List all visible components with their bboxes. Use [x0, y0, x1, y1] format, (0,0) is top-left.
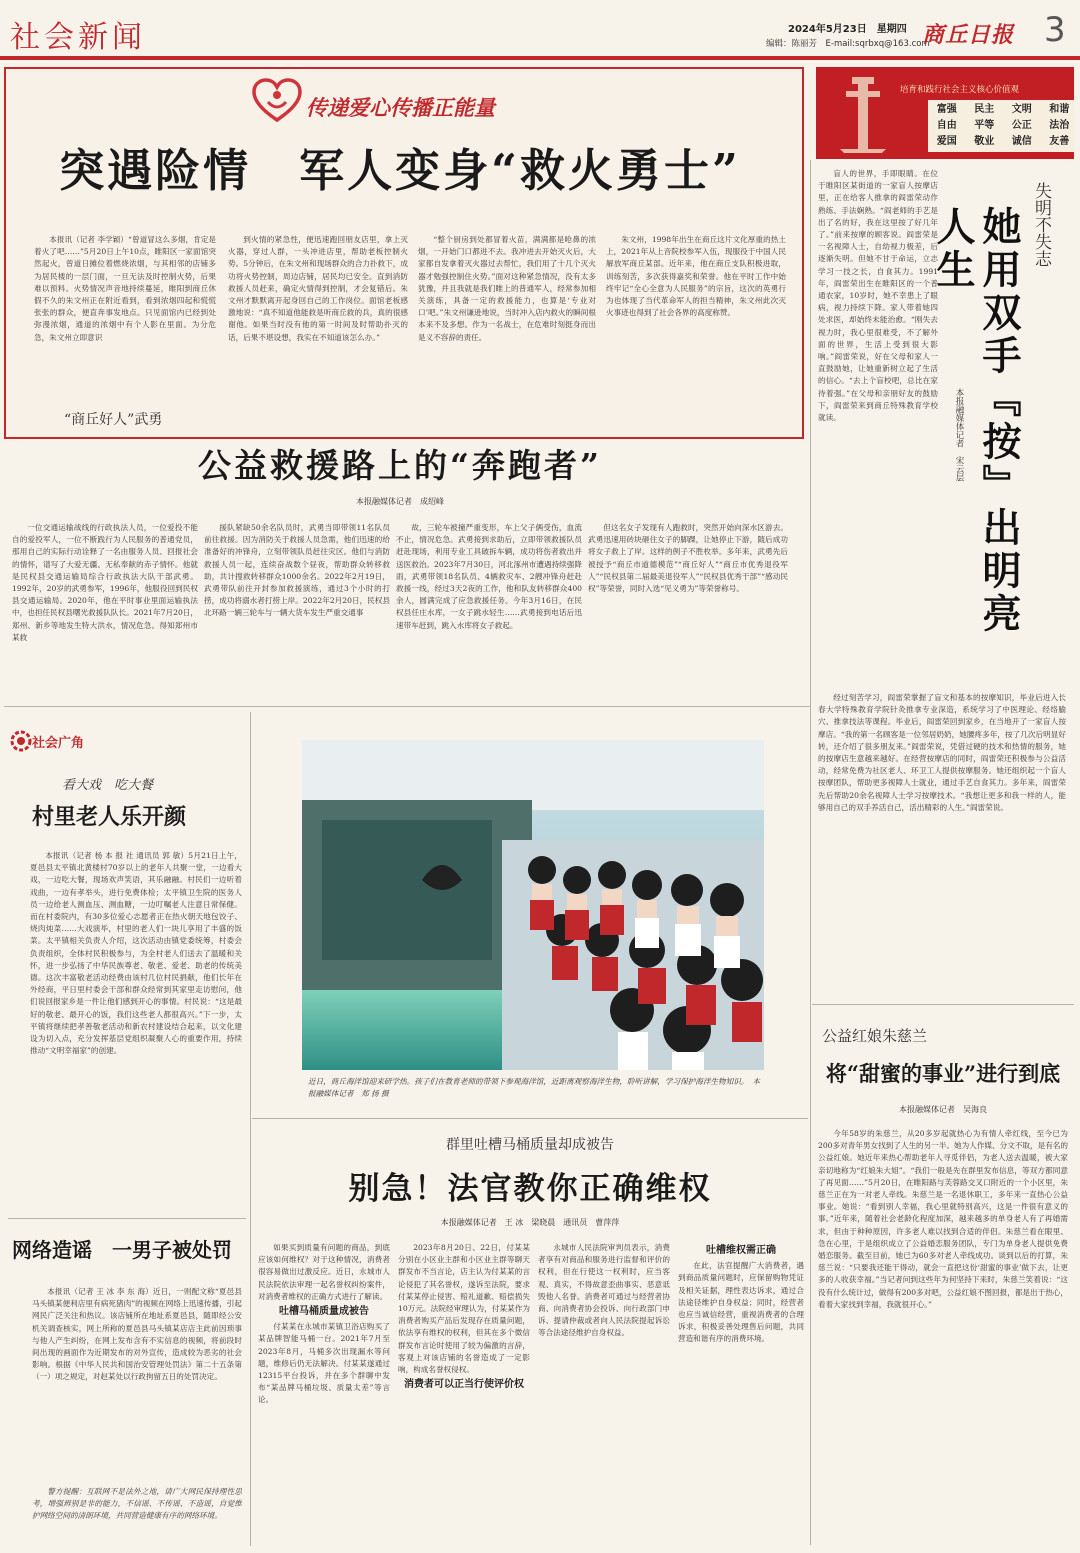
zhu-text: 今年58岁的朱慈兰，从20多岁起就热心为有情人牵红线，至今已为200多对青年男女找到了人生的另一半。她为人作媒、分文不取，是有名的公益红娘。她近年来热心帮助老年人寻觅伴侣，为老人送去温暖，被大家亲切地称为“红娘朱大姐”。“我们一般是先在群里发布信息，等双方都同意了再见面……”5月20日，在睢阳路与芙蓉路交叉口附近的一个小区里，朱慈兰正在为一对老人牵线。朱慈兰是一名退休职工，多年来一直热心公益事业。她说：“看到别人幸福，我心里就特别高兴，这是一件很有意义的事。”近年来，随着社会老龄化程度加深，越来越多的单身老人有了再婚需求，但由于种种原因，许多老人难以找到合适的伴侣。朱慈兰看在眼里、急在心里，于是组织成立了公益婚恋服务团队，专门为单身老人提供免费婚恋服务。截至目前，她已为60多对老人牵线成功。谈到以后的打算，朱慈兰说：“只要我还能干得动，就会一直把这份‘甜蜜的事业’做下去，让更多的人收获幸福。”当记者问到这些年为何坚持下来时，朱慈兰笑着说：“这没有什么统计过，做得有200多对吧，公益红娘不图回报，都是出于热心，看着大家找到幸福，我就很开心。” [818, 1129, 1068, 1309]
village-kicker: 看大戏 吃大餐 [62, 778, 154, 793]
village-headline: 村里老人乐开颜 [32, 804, 187, 830]
wuyong-col-4: 但这名女子发现有人跑救时，突然开始向深水区游去。武勇迅速用砖块砸住女子的脚踝，让她停止下游，随后成功将女子救上了岸。这样的例子不胜枚举。多年来，武勇先后被授予“商丘市道德模范”“商丘好人”“商丘市优秀退役军人”“民权县第二届最美退役军人”“民权县优秀干部”“感动民权”等荣誉，同时入选“见义勇为”等荣誉称号。 [588, 523, 788, 594]
consumer-col-1: 如果买到质量有问题的商品，到底应该如何维权？对于这种情况，消费者很容易做出过激反应。近日，永城市人民法院依法审理一起名誉权纠纷案件，对消费者维权的正确方式进行了解读。 吐槽马桶质量成被告 付某某在永城市某镇卫浴店购买了某品牌智能马桶一台。2021年7月至2023年8月，马桶多次出现漏水等问题，维修后仍无法解决。付某某遂通过12315平台投诉，并在多个群聊中发布“某品牌马桶垃圾、质量太差”等言论。 [258, 1243, 390, 1405]
village-text: 本报讯（记者 杨 本 报 社 通讯员 郭 敏）5月21日上午，夏邑县太平镇北黄楼村70岁以上的老年人共聚一堂，一边看大戏，一边吃大餐，现场欢声笑语，其乐融融。村民们一边听着戏曲，一边有孝举头，进行免费体检；太平镇卫生院的医务人员一边给老人测血压、测血糖，一边叮嘱老人注意日常保健。而在村委院内，有30多位爱心志愿者正在热火朝天地包饺子、烧肉炖菜……大戏演毕，村里的老人们一块儿享用了丰盛的饭菜。太平镇相关负责人介绍，这次活动由镇党委统筹，村委会负责组织，全体村民积极参与，为全村老人们送去了温暖和关怀，进一步弘扬了中华民族尊老、敬老、爱老、助老的传统美德。这次丰富敬老活动经费由该村几位村民捐献，他们长年在外经商，平日里村委会干部和群众经常到其家里走访慰问，他们说回报家乡是一件让他们感到开心的事情。村民说：“这是最好的敬老、最开心的饭，我们这些老人都很高兴。”下一步，太平镇将继续把孝善敬老活动和新农村建设结合起来，以文化建设为切入点，充分发挥基层党组织凝聚人心的重要作用，持续推动“文明幸福家”的创建。 [30, 851, 242, 1056]
aquarium-photo [302, 740, 764, 1070]
page-number: 3 [1044, 10, 1066, 50]
heart-icon [252, 78, 302, 124]
blind-headline: 她用双手『按』出明亮人生 [930, 206, 1022, 636]
rumor-text: 本报讯（记者 王 冰 李 东 海）近日，一则配文称“夏邑县马头镇某便利店里有病死猪肉”的视频在网络上迅速传播，引起网民广泛关注和热议。该店铺所在地址系夏邑县，随即经公安机关调查核实，网上所称的夏邑县马头镇某店店主此前因琐事与他人产生纠纷，在网上发布含有不实信息的视频，将前段时间出现的画面作为近期发布的对外宣传，造成较为恶劣的社会影响。根据《中华人民共和国治安管理处罚法》第二十五条第（一）项之规定，对赵某处以行政拘留五日的处罚决定。 [32, 1287, 242, 1382]
consumer-kicker: 群里吐槽马桶质量却成被告 [446, 1137, 614, 1153]
wuyong-col-2: 援队紧缺50余名队员时，武勇当即带领11名队员前往救援。因为消防关于救援人员急需，他们迅速的给准备好的冲锋舟，立刻带领队员赶往灾区。他们与消防救援人员一起，连续奋战数个昼夜，帮助群众转移救助，共计搜救转移群众1000余名。2022年2月19日，武勇带队前往开封参加救援演练，通过3个小时的打捞，成功将溺水者打捞上岸。2022年2月20日，民权县北环路一辆三轮车与一辆大货车发生严重交通事 [204, 523, 390, 618]
blind-col-2: 经过刻苦学习，阎雷荣掌握了盲文和基本的按摩知识，毕业后进入长春大学特殊教育学院针灸推拿专业深造，系统学习了中医理论、经络腧穴、推拿技法等课程。毕业后，阎雷荣回到家乡，在当地开了一家盲人按摩店。“我的第一名顾客是一位邻居奶奶，她腰疼多年，按了几次后明显好转，还介绍了很多朋友来。”阎雷荣说，凭借过硬的技术和热情的服务，她的按摩店生意越来越好。在经营按摩店的同时，阎雷荣还积极参与公益活动，经常免费为社区老人、环卫工人提供按摩服务。她还组织起一个盲人按摩团队，帮助更多视障人士就业，通过手艺自食其力。多年来，阎雷荣先后帮助20余名视障人士学习按摩技术。“我想让更多和我一样的人，能够用自己的双手养活自己，活出精彩的人生。”阎雷荣说。 [818, 693, 1066, 812]
core-value-term: 公正 [1011, 120, 1032, 131]
core-value-term: 友善 [1049, 136, 1070, 147]
divider-photo [252, 1118, 808, 1119]
divider-left-1 [8, 1218, 246, 1219]
masthead-rule [0, 56, 1080, 60]
blind-col-1: 盲人的世界，手即眼睛。在位于睢阳区某街道的一家盲人按摩店里，正在给客人推拿的阎雷荣动作熟练、手法娴熟。“阎老师的手艺是出了名的好，我在这里按了好几年了。”前来按摩的顾客说。阎雷荣是一名视障人士，自幼视力极差，后逐渐失明。但她不甘于命运，立志学习一技之长，自食其力。1991年，阎雷荣出生在睢阳区的一个普通农家，10岁时，她不幸患上了眼病，视力持续下降。家人带着她四处求医，却始终未能治愈。“刚失去视力时，我心里很难受，不了解外面的世界，生活上受到很大影响。”阎雷荣说，好在父母和家人一直鼓励她，让她重新树立起了生活的信心。“去上个盲校吧，总比在家待着强。”在父母和亲朋好友的鼓励下，阎雷荣来到商丘特殊教育学校就读。 [818, 169, 938, 423]
section-title: 社会新闻 [10, 20, 146, 55]
core-value-term: 文明 [1011, 104, 1032, 115]
lead-col-2: 到火情的紧急性，便迅速跑回朋友店里，拿上灭火器，穿过人群，一头冲进店里，帮助老板控制火势。5分钟后，在朱文州和现场群众的合力扑救下，成功将火势控制，周边店铺，居民均已安全。直到消防救援人员赶来，确定火情得到控制，才会复错后。朱文州才默默离开起身回自己的工作岗位。面馆老板感激地说：“真不知道他能救是听商丘救的兵，真的很感谢他。如果当时没有他的第一时间及时帮助扑灭的话，后果不堪设想，我实在不知道该怎么办。” [228, 235, 408, 342]
consumer-col-2: 2023年8月20日、22日，付某某分别在小区业主群和小区业主群等聊天群发布不当言论，店主认为付某某的言论侵犯了其名誉权，遂诉至法院，要求付某某停止侵害、赔礼道歉、赔偿损失10万元。法院经审理认为，付某某作为消费者购买产品后发现存在质量问题，依法享有维权的权利，但其在多个微信群发布言论时使用了较为偏激的言辞，客观上对该店铺的名誉造成了一定影响，构成名誉权侵权。 消费者可以正当行使评价权 [398, 1243, 530, 1391]
core-values-row [928, 118, 1074, 134]
consumer-col-3: 永城市人民法院审判员表示，消费者享有对商品和服务进行监督和评价的权利，但在行使这一权利时，应当客观、真实，不得故意歪曲事实、恶意诋毁他人名誉。消费者可通过与经营者协商、向消费者协会投诉、向行政部门申诉、提请仲裁或者向人民法院提起诉讼等合法途径维护自身权益。 [538, 1243, 670, 1338]
core-values-terms [928, 102, 1074, 150]
consumer-subhead-1: 吐槽马桶质量成被告 [279, 1306, 369, 1318]
core-values-row [928, 134, 1074, 150]
issue-date: 2024年5月23日 星期四 [788, 24, 907, 35]
core-value-term: 平等 [974, 120, 995, 131]
zhu-byline: 本报融媒体记者 吴海良 [899, 1105, 987, 1114]
divider-right-lower [812, 1004, 1074, 1005]
divider-right [810, 160, 811, 1545]
divider-left-col [250, 712, 251, 1546]
lead-col-1: 本报讯（记者 李学颖）“曾道冒这么多烟，肯定是着火了吧……”5月20日上午10点，睢阳区一家面馆突然起火，曾道日摊位着燃烧浓烟，与其相邻的店铺多为居民楼的一层门面，一旦无法及时控制火势，后果难以预料。火势情况声音地持续蔓延，睢阳到商丘休假不久的朱文州正在附近看到，看到浓烟四起和慌慌张张的群众，便直奔事发地点。只见面馆内已经到处弥漫浓烟，通道的浓烟中有个人影在里面。为分危急，朱文州立即意识 [34, 235, 216, 342]
core-value-term: 和谐 [1049, 104, 1070, 115]
editor-info: 编辑：陈丽芳 E-mail:sqrbxq@163.com [766, 39, 930, 49]
core-value-term: 自由 [936, 120, 957, 131]
core-values-box [816, 67, 1074, 159]
rumor-tip: 警方提醒：互联网不是法外之地，请广大网民保持理性思考，增强辨别是非的能力，不信谣、不传谣、不造谣，自觉维护网络空间的清朗环境，共同营造健康有序的网络环境。 [32, 1487, 242, 1521]
column-label: 社会广角 [32, 736, 85, 751]
wuyong-col-1: 一位交通运输战线的行政执法人员，一位爱投不能自的爱投军人，一位不断践行为人民服务的普通党员，那用自己的实际行动诠释了一名由服务人员、回报社会的情怀，谱写了大爱无疆、无私奉献的赤子情怀。他就是民权县交通运输局综合行政执法大队干部武勇。1992年，20岁的武勇参军，1996年，他服役回到民权县交通运输局。2020年，他在平时事业里面运输执法中，也担任民权县曙光救援队队长。2021年7月20日，郑州、新乡等地发生特大洪水，情况危急。得知郑州市某救 [12, 523, 198, 642]
blind-byline: 本报融媒体记者 宋云层 [954, 388, 964, 482]
lead-banner: 传递爱心传播正能量 [306, 96, 495, 120]
consumer-byline: 本报融媒体记者 王 冰 梁晓晨 通讯员 曹萍萍 [440, 1218, 620, 1227]
core-value-term: 爱国 [936, 136, 957, 147]
wuyong-headline: 公益救援路上的“奔跑者” [198, 446, 602, 485]
lead-col-4: 朱文州，1998年出生在商丘这片文化厚重的热土上，2021年从上音院校参军入伍，现服役于中国人民解放军商丘某部。近年来，他在商丘支队积极进取，训练刻苦，多次获得嘉奖和荣誉。他在平时工作中始终牢记“全心全意为人民服务”的宗旨，这次的英勇行为也体现了当代革命军人的担当精神，朱文州此次灭火事迹也得到了社会各界的高度称赞。 [606, 235, 786, 318]
blind-kicker: 失明不失志 [1031, 182, 1051, 267]
consumer-subhead-2: 消费者可以正当行使评价权 [404, 1379, 524, 1391]
paper-logo: 商丘日报 [922, 22, 1015, 48]
core-value-term: 敬业 [974, 136, 995, 147]
core-value-term: 民主 [974, 104, 995, 115]
lead-headline: 突遇险情 军人变身“救火勇士” [59, 144, 741, 197]
core-value-term: 富强 [936, 104, 957, 115]
divider-mid [4, 706, 810, 707]
zhu-kicker: 公益红娘朱慈兰 [822, 1027, 928, 1045]
consumer-headline: 别急！法官教你正确维权 [348, 1171, 712, 1207]
consumer-subhead-3: 吐槽维权需正确 [706, 1245, 776, 1256]
core-value-term: 诚信 [1011, 136, 1032, 147]
column-badge-icon [10, 730, 32, 752]
core-values-title: 培育和践行社会主义核心价值观 [900, 85, 1020, 95]
lead-col-3: “整个厨房到处都冒着火苗，满满都是呛鼻的浓烟，一开始门口都进不去。我冲进去开始灭火后，大家都自发拿着灭火器过去帮忙，我们用了十几个灭火器才勉强控制住火势。”面对这种紧急情况，没有太多犹豫，并且我就是我们睢上的普通军人，经常参加相关演练，具备一定的救援能力，也算是‘专业对口’吧。”朱文州谦逊地说，当时冲入店内救火的瞬间根本来不及多想。作为一名战士，在危难时刻挺身而出是义不容辞的责任。 [418, 235, 596, 342]
wuyong-kicker: “商丘好人”武勇 [64, 412, 163, 428]
core-values-row [928, 102, 1074, 118]
rumor-headline: 网络造谣 一男子被处罚 [12, 1238, 232, 1262]
wuyong-col-3: 故，三轮车被撞严重变形，车上父子俩受伤，血流不止，情况危急。武勇接到求助后，立即带领救援队员赶赴现场，利用专业工具破拆车辆，成功将伤者救出并送医救治。2023年7月30日，河北涿州市遭遇持续强降雨，武勇带领18名队员、4辆救灾车、2艘冲锋舟赶赴救援一线，经过3天2夜的工作，他和队友转移群众400余人，圆满完成了应急救援任务。今年3月16日，在民权县任庄水库，一女子跳水轻生……武勇接到电话后迅速带车赶到，跳入水库将女子救起。 [396, 523, 582, 630]
core-value-term: 法治 [1049, 120, 1070, 131]
consumer-col-4: 吐槽维权需正确 在此，法官提醒广大消费者，遇到商品质量问题时，应保留购物凭证及相关证据，理性表达诉求，通过合法途径维护自身权益；同时，经营者也应当诚信经营，重视消费者的合理诉求，积极妥善处理售后问题，共同营造和谐有序的消费环境。 [678, 1245, 804, 1344]
zhu-headline: 将“甜蜜的事业”进行到底 [825, 1061, 1061, 1086]
tiananmen-pillar-icon [826, 73, 900, 155]
photo-caption: 近日，商丘海洋馆迎来研学热。孩子们在教育老师的带领下参观海洋馆，近距离观察海洋生物，聆听讲解，学习保护海洋生物知识。 本报融媒体记者 郑 扬 摄 [308, 1077, 760, 1098]
wuyong-byline: 本报融媒体记者 成绍峰 [356, 497, 444, 506]
